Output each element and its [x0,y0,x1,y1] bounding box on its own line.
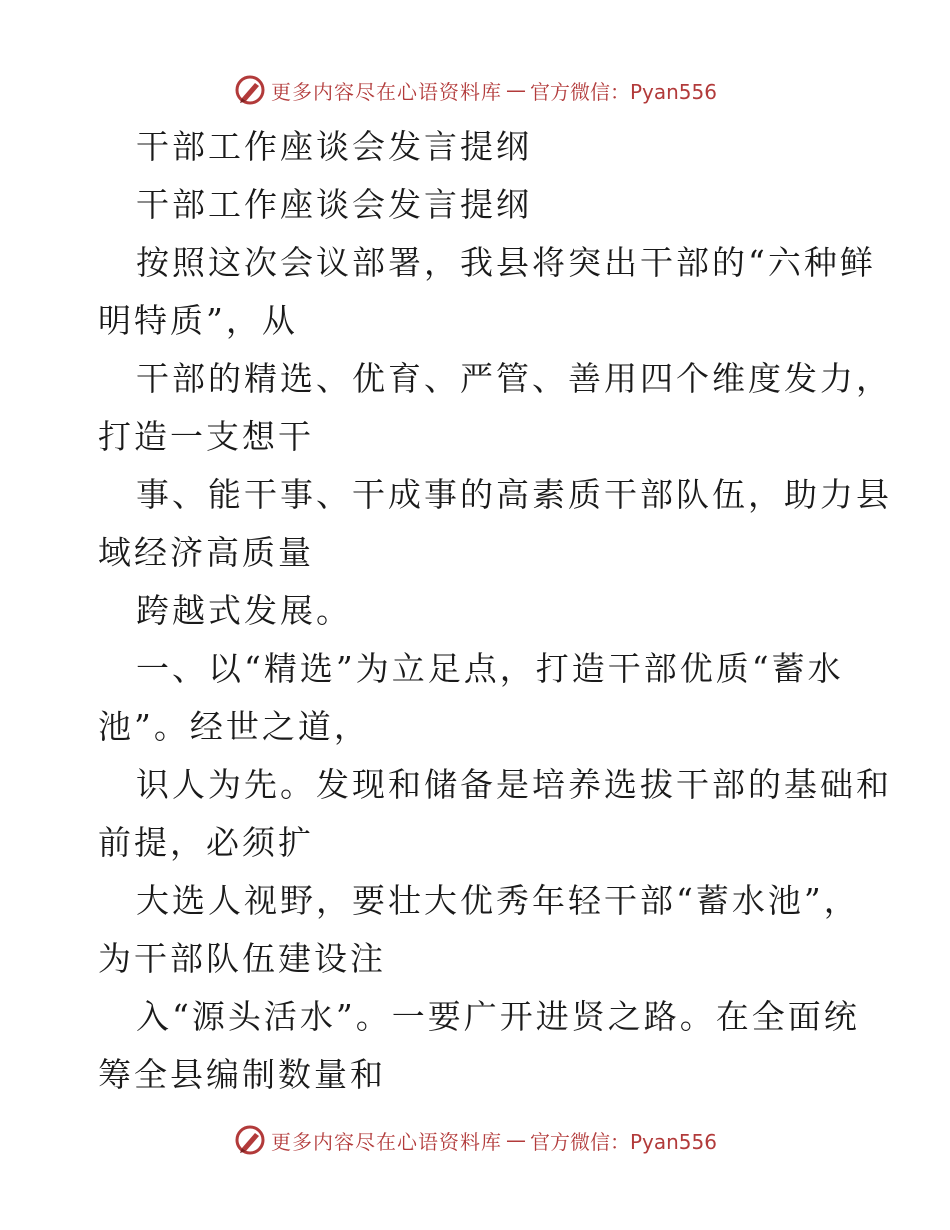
footer-watermark-wechat: 官方微信：Pyan556 [529,1129,717,1154]
paragraph-line: 干部的精选、优育、严管、善用四个维度发力， [136,359,892,398]
footer-watermark-text: 更多内容尽在心语资料库 [270,1129,502,1154]
paragraph-line: 事、能干事、干成事的高素质干部队伍，助力县 [136,475,892,514]
paragraph-line: 打造一支想干 [98,417,314,456]
paragraph-line: 干部工作座谈会发言提纲 [136,127,532,166]
header-watermark-text: 更多内容尽在心语资料库 [270,79,502,104]
paragraph-line: 按照这次会议部署，我县将突出干部的“六种鲜 [136,243,876,282]
paragraph-line: 为干部队伍建设注 [98,939,386,978]
paragraph-line: 入“源头活水”。一要广开进贤之路。在全面统 [136,997,860,1036]
header-watermark-separator: — [505,78,526,102]
paragraph-line: 池”。经世之道， [98,707,370,746]
paragraph-line: 前提，必须扩 [98,823,314,862]
paragraph-line: 识人为先。发现和储备是培养选拔干部的基础和 [136,765,892,804]
paragraph-line: 明特质”，从 [98,301,298,340]
footer-watermark-separator: — [505,1128,526,1152]
document-body [98,118,892,1104]
header-watermark-wechat: 官方微信：Pyan556 [529,79,717,104]
paragraph-line: 干部工作座谈会发言提纲 [136,185,532,224]
paragraph-line: 一、以“精选”为立足点，打造干部优质“蓄水 [136,649,844,688]
paragraph-line: 大选人视野，要壮大优秀年轻干部“蓄水池”， [136,881,860,920]
pen-logo-icon [233,73,267,107]
header-watermark [0,70,950,110]
paragraph-line: 筹全县编制数量和 [98,1055,386,1094]
pen-logo-icon [233,1123,267,1157]
footer-watermark-inner [233,1123,717,1157]
paragraph-line: 域经济高质量 [98,533,314,572]
footer-watermark [0,1120,950,1160]
paragraph-line: 跨越式发展。 [136,591,352,630]
header-watermark-inner [233,73,717,107]
